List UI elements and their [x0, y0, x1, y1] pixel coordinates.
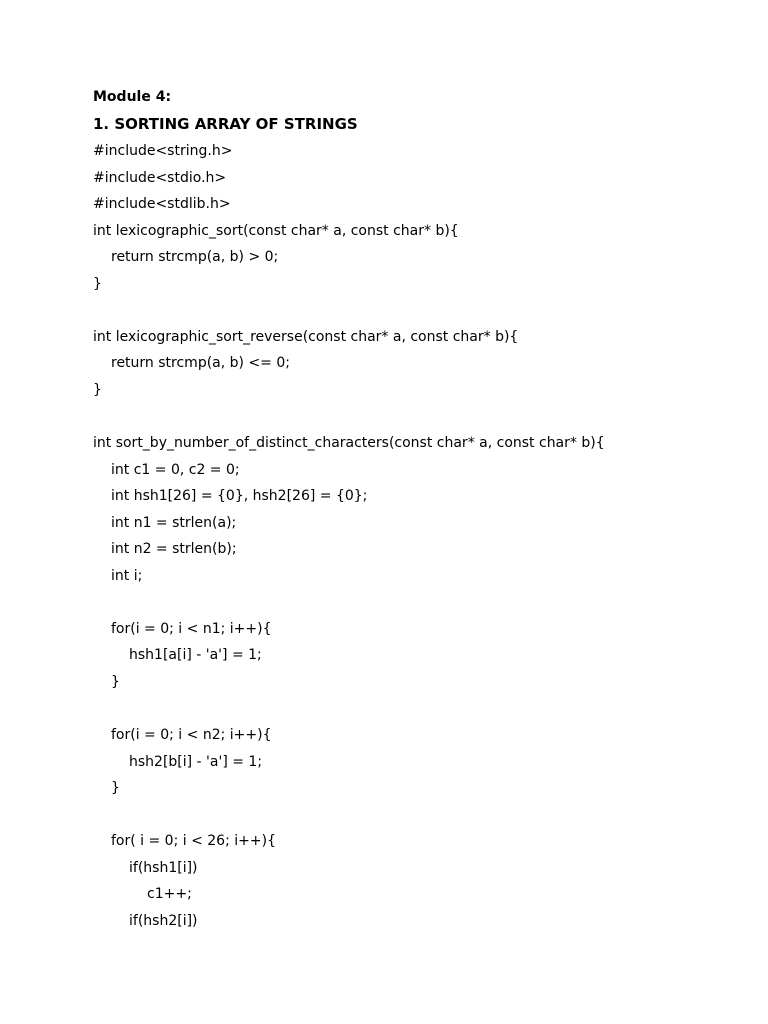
code-line: int lexicographic_sort(const char* a, const char* b){ — [93, 222, 459, 239]
code-line: int c1 = 0, c2 = 0; — [111, 461, 240, 478]
code-line: for(i = 0; i < n2; i++){ — [111, 727, 272, 744]
code-line: c1++; — [147, 886, 192, 903]
blank-line — [93, 589, 768, 616]
blank-line — [93, 802, 768, 829]
code-line: int lexicographic_sort_reverse(const char* a, const char* b){ — [93, 328, 519, 345]
code-line: #include<string.h> — [93, 143, 233, 159]
code-line: #include<stdlib.h> — [93, 196, 231, 213]
code-block — [93, 138, 768, 934]
code-line: int sort_by_number_of_distinct_characters(const char* a, const char* b){ — [93, 435, 605, 452]
code-line: } — [111, 673, 120, 690]
code-line: if(hsh1[i]) — [129, 859, 198, 876]
code-line: int i; — [111, 567, 143, 584]
module-heading: Module 4: — [93, 89, 172, 105]
code-line: return strcmp(a, b) > 0; — [111, 249, 279, 266]
section-heading: 1. SORTING ARRAY OF STRINGS — [93, 115, 358, 133]
code-line: int n1 = strlen(a); — [111, 514, 237, 531]
code-line: for( i = 0; i < 26; i++){ — [111, 833, 276, 850]
code-line: hsh2[b[i] - 'a'] = 1; — [129, 753, 263, 770]
code-line: for(i = 0; i < n1; i++){ — [111, 620, 272, 637]
code-line: } — [111, 780, 120, 797]
code-line: int n2 = strlen(b); — [111, 541, 237, 558]
blank-line — [93, 297, 768, 324]
code-line: } — [93, 381, 102, 398]
blank-line — [93, 695, 768, 722]
code-line: #include<stdio.h> — [93, 169, 227, 186]
code-line: return strcmp(a, b) <= 0; — [111, 355, 290, 372]
document-page — [93, 84, 768, 934]
code-line: int hsh1[26] = {0}, hsh2[26] = {0}; — [111, 488, 368, 505]
code-line: hsh1[a[i] - 'a'] = 1; — [129, 647, 262, 664]
blank-line — [93, 403, 768, 430]
code-line: if(hsh2[i]) — [129, 912, 198, 929]
code-line: } — [93, 275, 102, 292]
